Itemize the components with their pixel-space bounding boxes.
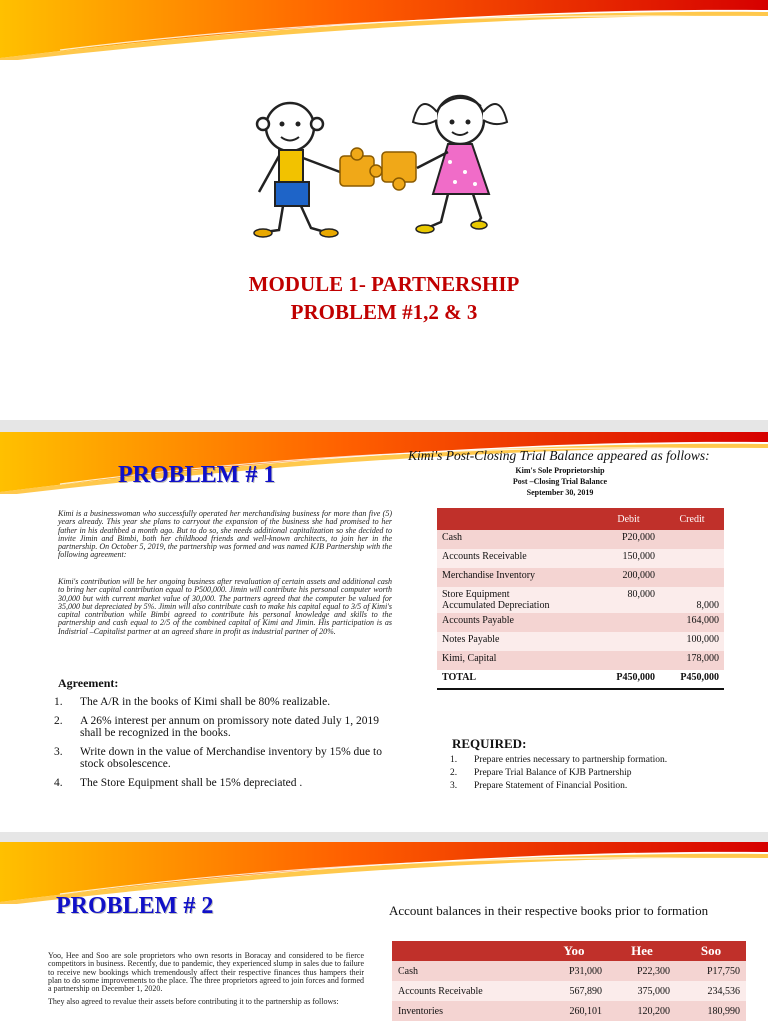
credit-cell: P450,000 — [660, 670, 724, 689]
required-list — [450, 754, 667, 793]
hee-cell: 375,000 — [608, 981, 676, 1001]
table-row — [392, 981, 746, 1001]
slide-divider — [0, 420, 768, 432]
account-cell: Merchandise Inventory — [437, 568, 597, 587]
problem-2-paragraph-2: They also agreed to revalue their assets before contributing it to the partnership as follows: — [48, 997, 339, 1006]
list-number: 3. — [54, 745, 63, 758]
account-cell: Cash — [392, 961, 540, 981]
debit-cell: P450,000 — [597, 670, 660, 689]
account-balances-table — [392, 941, 746, 1021]
table-row — [392, 1001, 746, 1021]
soo-cell: P17,750 — [676, 961, 746, 981]
column-header — [392, 941, 540, 961]
table-row — [437, 587, 724, 613]
debit-cell — [597, 651, 660, 670]
credit-cell — [660, 549, 724, 568]
column-header: Debit — [597, 508, 660, 530]
list-item — [54, 696, 394, 709]
hee-cell: 120,200 — [608, 1001, 676, 1021]
slide-divider — [0, 832, 768, 842]
list-text: The A/R in the books of Kimi shall be 80% realizable. — [80, 696, 331, 708]
table-header-row — [437, 508, 724, 530]
debit-cell: 200,000 — [597, 568, 660, 587]
table-row — [437, 632, 724, 651]
trial-balance-title: Post –Closing Trial Balance — [512, 477, 608, 486]
required-heading: REQUIRED: — [452, 736, 527, 751]
problem-1-paragraph-2: Kimi's contribution will be her ongoing business after revaluation of certain assets and additional cash to bring her capital contribution equal to P500,000. Jimin will contribute his personal computer worth 30,000 but with current market value of 30,000. The partners agreed that the computer be valued for 35,000 but depreciated by 5%. Jimin will also contribute cash to make his capital equal to 3/5 of Kimi's capital contribution while Bimbi agreed to contribute his personal knowledge and skills to the partnership and cash equal to 2/5 of the combined capital of Kimi and Jimin. His participation is as Indistrial –Capitalist partner at an agreed share in profit as industrial partner of 20%. — [58, 577, 392, 636]
yoo-cell: P31,000 — [540, 961, 608, 981]
table-header-row — [392, 941, 746, 961]
list-text: Prepare Statement of Financial Position. — [474, 781, 628, 791]
list-number: 2. — [450, 768, 458, 778]
agreement-list — [54, 696, 394, 795]
credit-cell: 8,000 — [660, 587, 724, 613]
list-item — [54, 746, 394, 771]
account-cell: TOTAL — [437, 670, 597, 689]
list-text: Write down in the value of Merchandise inventory by 15% due to stock obsolescence. — [80, 745, 382, 770]
credit-cell — [660, 568, 724, 587]
column-header — [437, 508, 597, 530]
account-cell: Accounts Receivable — [437, 549, 597, 568]
account-cell — [437, 587, 597, 613]
debit-cell: 80,000 — [597, 587, 660, 613]
account-balances-intro: Account balances in their respective books prior to formation — [389, 903, 709, 918]
trial-balance-date: September 30, 2019 — [526, 488, 594, 497]
problem-1-paragraph-1: Kimi is a businesswoman who successfully operated her merchandising business for more than five (5) years already. This year she plans to carryout the expansion of the business she had promised to her father in his deathbed a month ago. But to do so, she needs additional capitalization so she decided to invite Jimin and Bimbi, both her childhood friends and well-known architects, to join her in the partnership. On October 5, 2019, the partnership was formed and was named KJB Partnership with the following agreement: — [58, 509, 392, 560]
debit-cell — [597, 632, 660, 651]
column-header: Credit — [660, 508, 724, 530]
list-text: The Store Equipment shall be 15% depreciated . — [80, 776, 303, 789]
problem-1-heading: PROBLEM # 1 — [118, 462, 276, 488]
list-number: 3. — [450, 781, 458, 791]
debit-cell: P20,000 — [597, 530, 660, 549]
table-row — [437, 549, 724, 568]
column-header: Soo — [676, 941, 746, 961]
column-header: Hee — [608, 941, 676, 961]
account-name: Accumulated Depreciation — [442, 600, 550, 611]
soo-cell: 234,536 — [676, 981, 746, 1001]
hee-cell: P22,300 — [608, 961, 676, 981]
credit-cell: 100,000 — [660, 632, 724, 651]
column-header: Yoo — [540, 941, 608, 961]
account-cell: Cash — [437, 530, 597, 549]
debit-cell: 150,000 — [597, 549, 660, 568]
list-item — [450, 767, 667, 780]
credit-cell — [660, 530, 724, 549]
trial-balance-intro: Kimi's Post-Closing Trial Balance appeared as follows: — [408, 448, 710, 463]
yoo-cell: 567,890 — [540, 981, 608, 1001]
list-number: 4. — [54, 776, 63, 789]
account-cell: Notes Payable — [437, 632, 597, 651]
list-text: Prepare entries necessary to partnership formation. — [474, 755, 668, 765]
table-row — [437, 651, 724, 670]
list-item — [54, 777, 394, 790]
list-number: 1. — [450, 755, 458, 765]
agreement-heading: Agreement: — [58, 676, 119, 690]
credit-cell: 164,000 — [660, 613, 724, 632]
slide-title — [0, 0, 768, 420]
soo-cell: 180,990 — [676, 1001, 746, 1021]
list-number: 1. — [54, 696, 63, 708]
account-cell: Inventories — [392, 1001, 540, 1021]
table-row — [437, 530, 724, 549]
debit-cell — [597, 613, 660, 632]
credit-cell: 178,000 — [660, 651, 724, 670]
list-text: A 26% interest per annum on promissory note dated July 1, 2019 shall be recognized in the books. — [80, 714, 379, 739]
list-text: Prepare Trial Balance of KJB Partnership — [474, 768, 632, 778]
table-row — [437, 613, 724, 632]
problem-list-title: PROBLEM #1,2 & 3 — [290, 300, 478, 324]
problem-2-heading: PROBLEM # 2 — [56, 893, 214, 919]
trial-balance-company: Kim's Sole Proprietorship — [515, 466, 605, 475]
yoo-cell: 260,101 — [540, 1001, 608, 1021]
table-row — [437, 568, 724, 587]
module-title: MODULE 1- PARTNERSHIP — [248, 272, 520, 296]
account-cell: Kimi, Capital — [437, 651, 597, 670]
list-item — [54, 715, 394, 740]
total-row — [437, 670, 724, 689]
list-number: 2. — [54, 714, 63, 727]
list-item — [450, 754, 667, 767]
table-row — [392, 961, 746, 981]
trial-balance-table — [437, 508, 724, 690]
list-item — [450, 780, 667, 793]
problem-2-paragraph-1: Yoo, Hee and Soo are sole proprietors who own resorts in Boracay and considered to be fierce competitors in business. Recently, due to pandemic, they experienced slump in sales due to failure to receive new bookings which tremendously affect their respective finances thus hampers their plan to do some improvements to the place. The three proprietors agreed to join forces and formed a partnership on December 1, 2020. — [48, 951, 364, 994]
account-name: Store Equipment — [442, 589, 510, 600]
account-cell: Accounts Payable — [437, 613, 597, 632]
account-cell: Accounts Receivable — [392, 981, 540, 1001]
kids-puzzle-illustration — [245, 82, 525, 242]
decorative-swoosh-graphic — [0, 0, 768, 60]
